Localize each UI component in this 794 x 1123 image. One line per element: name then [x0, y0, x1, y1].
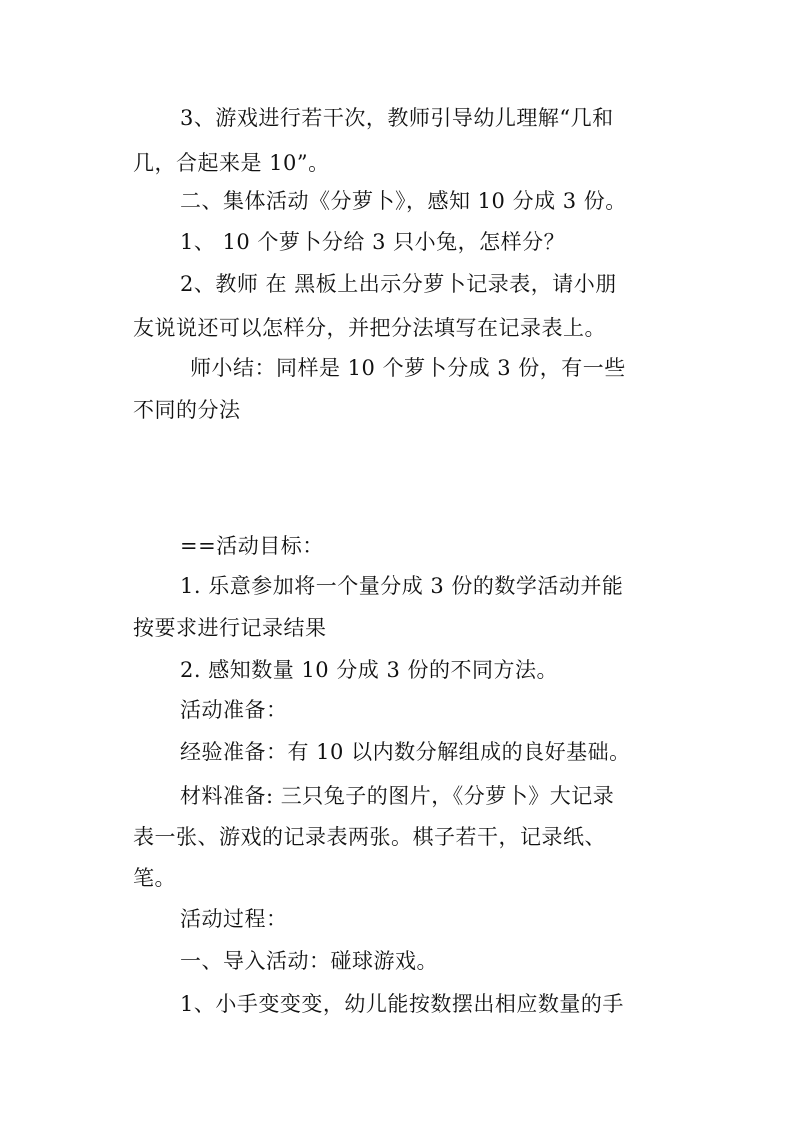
section-heading: 活动准备： [180, 698, 288, 722]
paragraph-line: 1. 乐意参加将一个量分成 3 份的数学活动并能 [180, 574, 624, 598]
paragraph-line: 笔。 [133, 866, 176, 890]
section-heading: 活动过程： [180, 907, 288, 931]
paragraph-line: 1、小手变变变，幼儿能按数摆出相应数量的手 [180, 992, 624, 1016]
paragraph-line: 材料准备: 三只兔子的图片，《分萝卜》大记录 [180, 784, 615, 808]
paragraph-line: 1、 10 个萝卜分给 3 只小兔，怎样分？ [180, 230, 566, 254]
paragraph-line: 二、集体活动《分萝卜》，感知 10 分成 3 份。 [180, 189, 627, 213]
paragraph-line: 2. 感知数量 10 分成 3 份的不同方法。 [180, 658, 558, 682]
paragraph-line: 友说说还可以怎样分，并把分法填写在记录表上。 [133, 316, 606, 340]
paragraph-line: 表一张、游戏的记录表两张。棋子若干，记录纸、 [133, 825, 606, 849]
paragraph-line: 2、教师 在 黑板上出示分萝卜记录表，请小朋 [180, 272, 617, 296]
paragraph-line: 师小结：同样是 10 个萝卜分成 3 份，有一些 [190, 356, 626, 380]
paragraph-line: 一、导入活动：碰球游戏。 [180, 949, 438, 973]
paragraph-line: 3、游戏进行若干次，教师引导幼儿理解“几和 [180, 106, 614, 130]
section-heading: ==活动目标： [180, 534, 324, 558]
paragraph-line: 按要求进行记录结果 [133, 616, 327, 640]
paragraph-line: 几，合起来是 10”。 [133, 151, 330, 175]
paragraph-line: 不同的分法 [133, 398, 241, 422]
paragraph-line: 经验准备：有 10 以内数分解组成的良好基础。 [180, 740, 631, 764]
